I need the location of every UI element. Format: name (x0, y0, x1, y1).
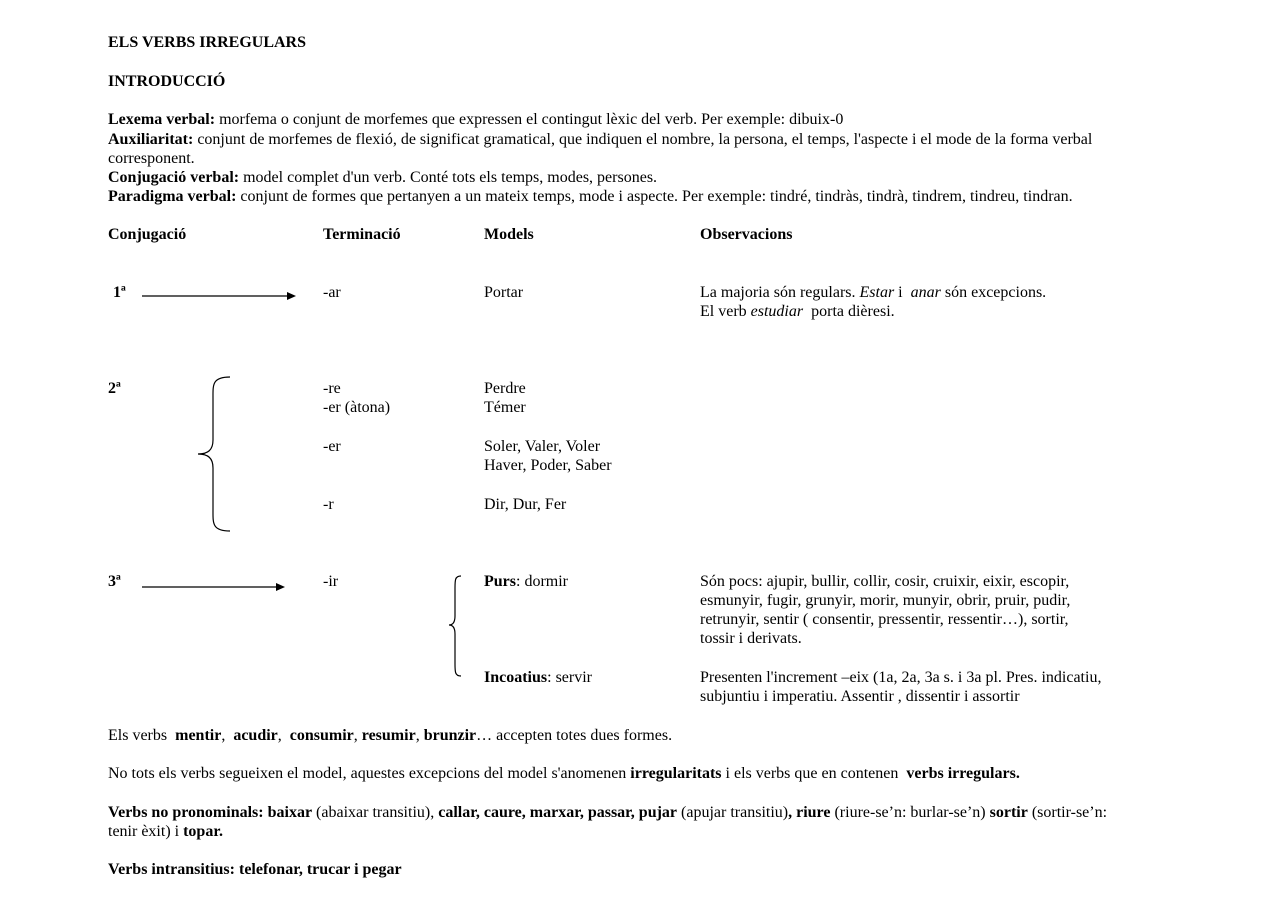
conjugation-3-purs-obs-4: tossir i derivats. (700, 630, 802, 647)
conjugation-2-model-perdre: Perdre (484, 380, 526, 397)
header-conjugacio: Conjugació (108, 226, 187, 243)
arrow-1-icon (142, 292, 296, 300)
conjugation-3-purs-obs-2: esmunyir, fugir, grunyir, morir, munyir, obrir, pruir, pudir, (700, 592, 1071, 609)
paragraph-no-pronominals: Verbs no pronominals: baixar (abaixar transitiu), callar, caure, marxar, passar, pujar (apujar transitiu), riure (riure-se’n: burlar-se’n) sortir (sortir-se’n: (108, 804, 1108, 821)
header-observacions: Observacions (700, 226, 793, 243)
conjugation-2-model-soler: Soler, Valer, Voler (484, 438, 601, 455)
conjugation-3-purs-obs-3: retrunyir, sentir ( consentir, pressentir, ressentir…), sortir, (700, 611, 1069, 628)
paragraph-irregularitats: No tots els verbs segueixen el model, aquestes excepcions del model s'anomenen irregularitats i els verbs que en contenen verbs irregulars. (108, 765, 1020, 782)
conjugation-1-label: 1ª (113, 284, 126, 301)
conjugation-3-model-purs: Purs: dormir (484, 573, 568, 590)
paragraph-double-forms: Els verbs mentir, acudir, consumir, resumir, brunzir… accepten totes dues formes. (108, 727, 673, 744)
conjugation-3-incoatius-obs-2: subjuntiu i imperatiu. Assentir , dissentir i assortir (700, 688, 1020, 705)
conjugation-2-label: 2ª (108, 380, 121, 397)
definition-paradigma: Paradigma verbal: conjunt de formes que pertanyen a un mateix temps, mode i aspecte. Per exemple: tindré, tindràs, tindrà, tindrem, tindreu, tindran. (108, 188, 1073, 205)
conjugation-3-label: 3ª (108, 573, 121, 590)
conjugation-3-incoatius-obs-1: Presenten l'increment –eix (1a, 2a, 3a s. i 3a pl. Pres. indicatiu, (700, 669, 1102, 686)
conjugation-2-ending-er-atona: -er (àtona) (323, 399, 391, 416)
left-brace-3-icon (449, 576, 461, 676)
conjugation-2-model-temer: Témer (484, 399, 526, 416)
conjugation-1-obs-line1: La majoria són regulars. Estar i anar són excepcions. (700, 284, 1047, 301)
conjugation-2-ending-re: -re (323, 380, 341, 397)
conjugation-2-model-haver: Haver, Poder, Saber (484, 457, 612, 474)
conjugation-1-ending: -ar (323, 284, 341, 301)
definition-auxiliaritat-cont: corresponent. (108, 150, 195, 167)
conjugation-1-model: Portar (484, 284, 524, 301)
arrow-3-icon (142, 583, 285, 591)
document-title: ELS VERBS IRREGULARS (108, 34, 306, 51)
header-models: Models (484, 226, 534, 243)
conjugation-3-model-incoatius: Incoatius: servir (484, 669, 592, 686)
header-terminacio: Terminació (323, 226, 401, 243)
conjugation-2-ending-er: -er (323, 438, 341, 455)
section-heading: INTRODUCCIÓ (108, 73, 226, 90)
definition-auxiliaritat: Auxiliaritat: conjunt de morfemes de flexió, de significat gramatical, que indiquen el nombre, la persona, el temps, l'aspecte i el mode de la forma verbal (108, 131, 1093, 148)
paragraph-intransitius: Verbs intransitius: telefonar, trucar i pegar (108, 861, 402, 878)
conjugation-2-ending-r: -r (323, 496, 334, 513)
definition-conjugacio: Conjugació verbal: model complet d'un verb. Conté tots els temps, modes, persones. (108, 169, 658, 186)
definition-lexema: Lexema verbal: morfema o conjunt de morfemes que expressen el contingut lèxic del verb. Per exemple: dibuix-0 (108, 111, 844, 128)
conjugation-2-model-dir: Dir, Dur, Fer (484, 496, 567, 513)
paragraph-no-pronominals-cont: tenir èxit) i topar. (108, 823, 223, 840)
left-brace-2-icon (198, 377, 230, 531)
conjugation-1-obs-line2: El verb estudiar porta dièresi. (700, 303, 895, 320)
conjugation-3-ending: -ir (323, 573, 339, 590)
conjugation-3-purs-obs-1: Són pocs: ajupir, bullir, collir, cosir, cruixir, eixir, escopir, (700, 573, 1070, 590)
